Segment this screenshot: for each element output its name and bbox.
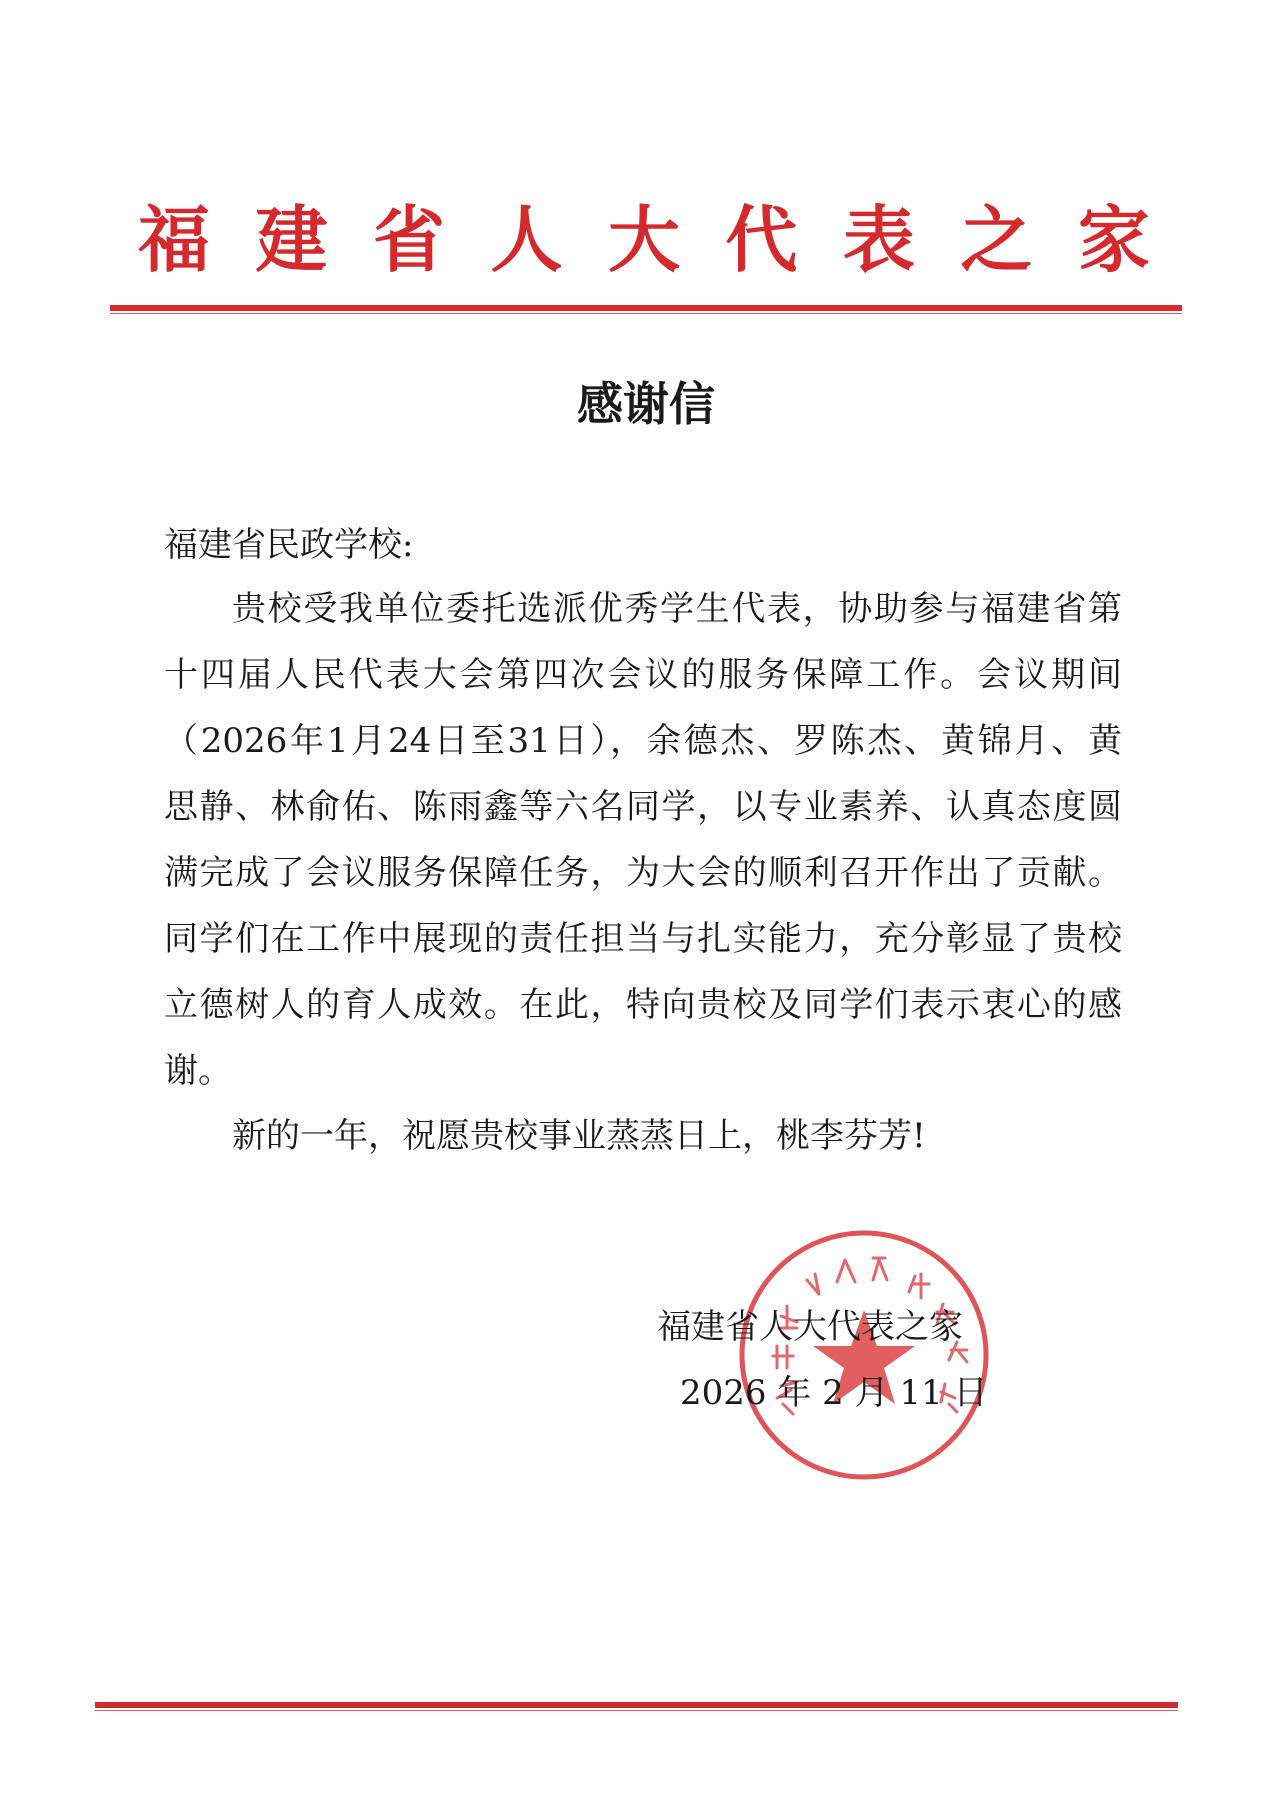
body-line: 满完成了会议服务保障任务，为大会的顺利召开作出了贡献。 — [164, 853, 1122, 893]
body-line: （2026年1月24日至31日），余德杰、罗陈杰、黄锦月、黄 — [164, 721, 1122, 761]
letter-body — [164, 586, 1122, 1114]
closing-wish: 新的一年，祝愿贵校事业蒸蒸日上，桃李芬芳! — [232, 1116, 926, 1156]
letterhead-char: 人 — [490, 197, 563, 282]
letterhead-title — [138, 198, 1150, 282]
letterhead-char: 建 — [255, 197, 328, 282]
body-line: 十四届人民代表大会第四次会议的服务保障工作。会议期间 — [164, 655, 1122, 695]
document-title: 感谢信 — [577, 377, 715, 431]
footer-divider — [95, 1702, 1178, 1708]
salutation: 福建省民政学校: — [164, 525, 414, 565]
body-line: 立德树人的育人成效。在此，特向贵校及同学们表示衷心的感 — [164, 985, 1122, 1025]
letterhead-char: 福 — [138, 197, 211, 282]
official-seal — [737, 1228, 991, 1482]
body-line: 思静、林俞佑、陈雨鑫等六名同学，以专业素养、认真态度圆 — [164, 787, 1122, 827]
letterhead-divider — [110, 305, 1182, 311]
body-line: 谢。 — [164, 1051, 232, 1091]
body-line: 贵校受我单位委托选派优秀学生代表，协助参与福建省第 — [232, 589, 1122, 629]
letterhead-char: 家 — [1077, 197, 1150, 282]
letterhead-char: 代 — [725, 197, 798, 282]
letterhead-char: 之 — [960, 197, 1033, 282]
signature-date: 2026 年 2 月 11 日 — [680, 1373, 988, 1413]
body-line: 同学们在工作中展现的责任担当与扎实能力，充分彰显了贵校 — [164, 919, 1122, 959]
letterhead-char: 表 — [842, 197, 915, 282]
letterhead-char: 省 — [372, 197, 445, 282]
signature-organization: 福建省人大代表之家 — [657, 1307, 963, 1347]
footer-divider-thin — [95, 1710, 1178, 1711]
letterhead-char: 大 — [607, 197, 680, 282]
letterhead-divider-thin — [110, 313, 1182, 314]
